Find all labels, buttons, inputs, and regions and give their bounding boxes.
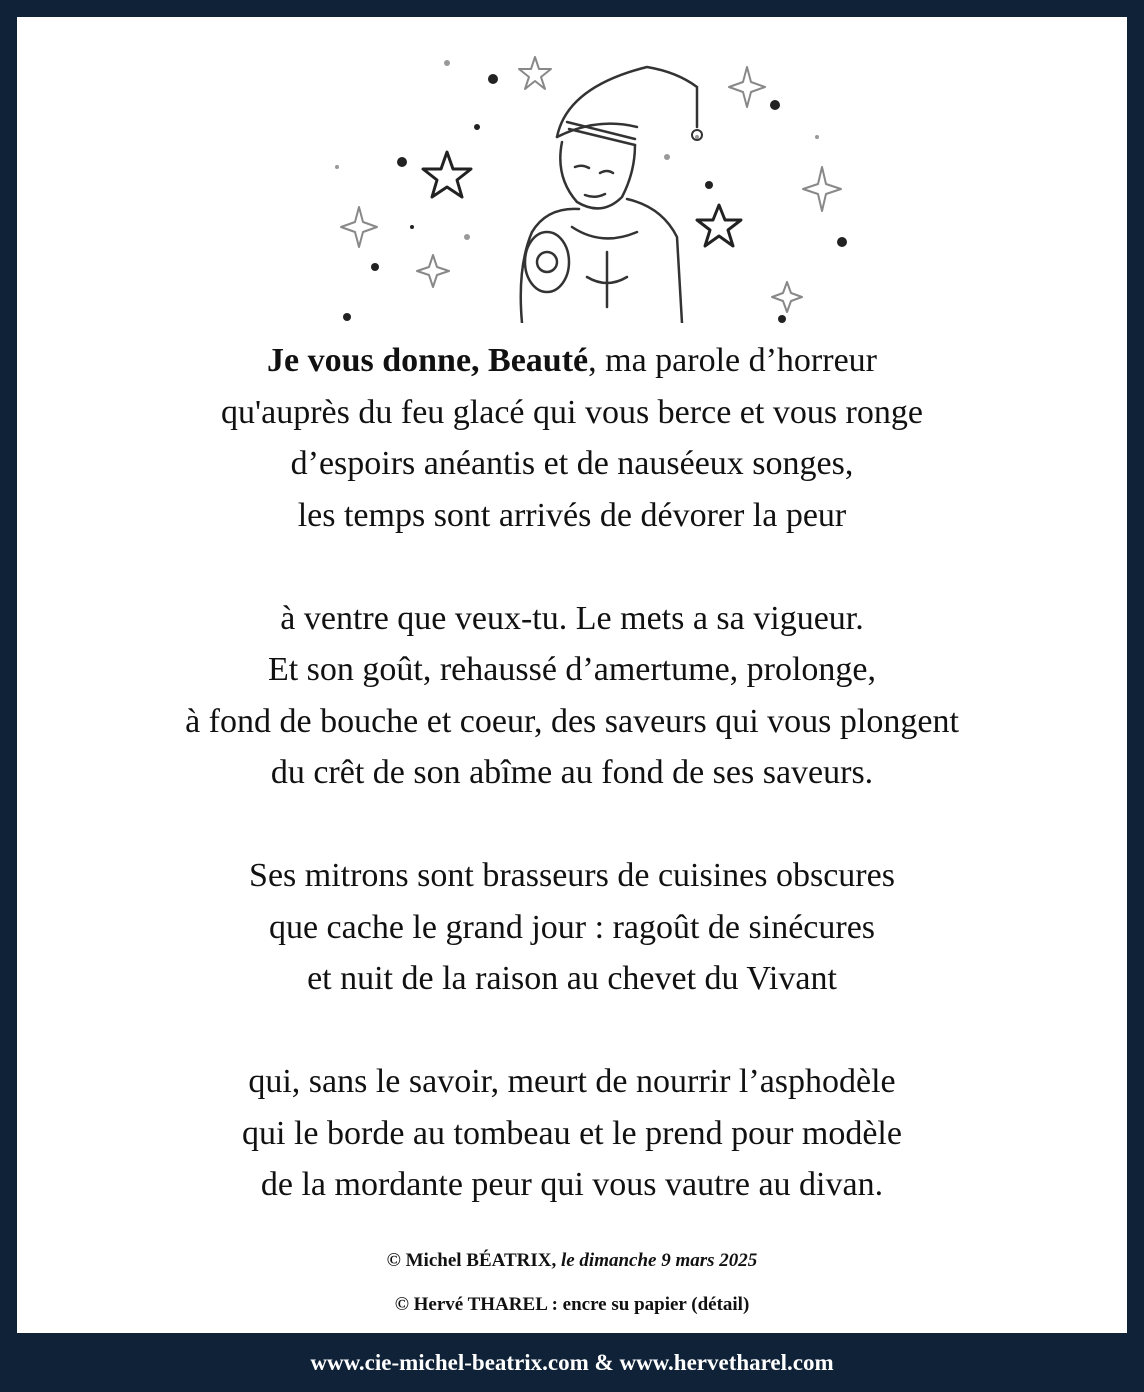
poem-card — [17, 17, 1127, 1333]
stanza-gap — [17, 541, 1127, 593]
author-credit — [17, 1239, 1127, 1283]
poem-line: à ventre que veux-tu. Le mets a sa vigueur. — [280, 599, 864, 637]
poem-line: qu'auprès du feu glacé qui vous berce et vous ronge — [221, 393, 923, 431]
poem-line: et nuit de la raison au chevet du Vivant — [307, 960, 837, 997]
stanza-gap — [17, 1005, 1127, 1057]
poem-line: d’espoirs anéantis et de nauséeux songes, — [290, 445, 854, 482]
poem-date: le dimanche 9 mars 2025 — [556, 1250, 758, 1271]
poem-line: qui, sans le savoir, meurt de nourrir l’asphodèle — [248, 1063, 896, 1100]
poem-line: que cache le grand jour : ragoût de sinécures — [268, 908, 876, 946]
poem-line: Et son goût, rehaussé d’amertume, prolonge, — [267, 651, 877, 688]
poem-line: Je vous donne, Beauté, ma parole d’horreur — [266, 342, 877, 379]
poem-line: Ses mitrons sont brasseurs de cuisines obscures — [249, 857, 895, 894]
footer-links: www.cie-michel-beatrix.com & www.hervetharel.com — [310, 1350, 834, 1375]
poem-line: à fond de bouche et coeur, des saveurs qui vous plongent — [185, 702, 959, 740]
poem-line: qui le borde au tombeau et le prend pour modèle — [242, 1114, 902, 1152]
poem-line: les temps sont arrivés de dévorer la peur — [297, 496, 847, 534]
author-name: © Michel BÉATRIX, — [386, 1250, 557, 1271]
stanza-gap — [17, 799, 1127, 851]
pierrot-with-stars-drawing-icon — [317, 27, 857, 323]
poem-body — [17, 335, 1127, 1211]
poem-line: de la mordante peur qui vous vautre au divan. — [260, 1166, 884, 1203]
poem-line-bold: Je vous donne, Beauté — [266, 342, 589, 379]
poem-line: du crêt de son abîme au fond de ses saveurs. — [270, 754, 874, 791]
artist-credit: © Hervé THAREL : encre su papier (détail) — [394, 1294, 750, 1315]
credits — [17, 1239, 1127, 1327]
